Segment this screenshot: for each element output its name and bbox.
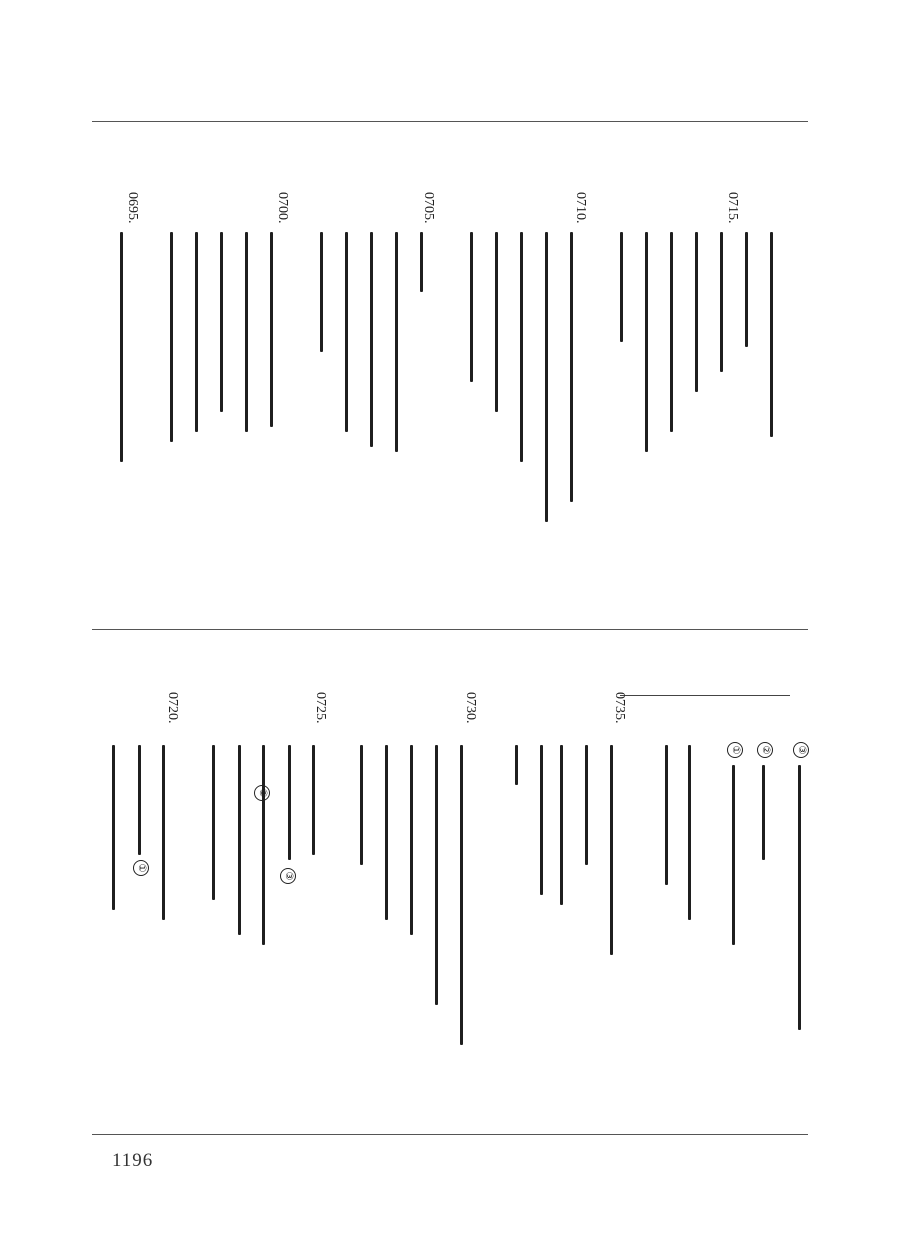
mongolian-text-column — [645, 232, 648, 452]
inline-footnote-marker: ① — [133, 860, 149, 876]
entry-number: 0720. — [165, 692, 180, 724]
page-number: 1196 — [112, 1150, 154, 1171]
mongolian-text-column — [770, 232, 773, 437]
mongolian-text-column — [540, 745, 543, 895]
mongolian-text-column — [545, 232, 548, 522]
mongolian-text-column — [245, 232, 248, 432]
mongolian-footnote-column — [762, 765, 765, 860]
mongolian-text-column — [470, 232, 473, 382]
mongolian-text-column — [745, 232, 748, 347]
entry-number: 0735. — [612, 692, 627, 724]
bottom-rule — [92, 1134, 808, 1135]
mongolian-text-column — [120, 232, 123, 462]
mongolian-text-column — [288, 745, 291, 860]
mongolian-text-column — [410, 745, 413, 935]
mongolian-text-column — [395, 232, 398, 452]
mongolian-text-column — [585, 745, 588, 865]
mongolian-footnote-column — [732, 765, 735, 945]
mongolian-text-column — [320, 232, 323, 352]
mongolian-text-column — [220, 232, 223, 412]
mongolian-text-column — [670, 232, 673, 432]
mongolian-text-column — [112, 745, 115, 910]
entry-number: 0700. — [275, 192, 290, 224]
footnote-marker: ③ — [793, 742, 809, 758]
mongolian-text-column — [610, 745, 613, 955]
top-rule — [92, 121, 808, 122]
mongolian-text-column — [620, 232, 623, 342]
inline-footnote-marker: ③ — [280, 868, 296, 884]
entry-number: 0710. — [573, 192, 588, 224]
mongolian-text-column — [360, 745, 363, 865]
mongolian-text-column — [460, 745, 463, 1045]
mongolian-text-column — [370, 232, 373, 447]
mongolian-text-column — [515, 745, 518, 785]
entry-number: 0715. — [725, 192, 740, 224]
mongolian-text-column — [138, 745, 141, 855]
mongolian-text-column — [435, 745, 438, 1005]
entry-number: 0695. — [125, 192, 140, 224]
mongolian-text-column — [385, 745, 388, 920]
mongolian-text-column — [665, 745, 668, 885]
mongolian-text-column — [170, 232, 173, 442]
mongolian-text-column — [238, 745, 241, 935]
mongolian-text-column — [345, 232, 348, 432]
mongolian-text-column — [162, 745, 165, 920]
mongolian-text-column — [695, 232, 698, 392]
mongolian-text-column — [560, 745, 563, 905]
mongolian-text-column — [212, 745, 215, 900]
entry-number: 0725. — [313, 692, 328, 724]
mongolian-text-column — [688, 745, 691, 920]
mongolian-text-column — [520, 232, 523, 462]
inline-footnote-marker: ② — [254, 785, 270, 801]
mongolian-text-column — [420, 232, 423, 292]
mongolian-text-column — [195, 232, 198, 432]
mongolian-text-column — [262, 745, 265, 945]
entry-number: 0730. — [463, 692, 478, 724]
footnote-separator — [620, 695, 790, 696]
mongolian-text-column — [495, 232, 498, 412]
middle-rule — [92, 629, 808, 630]
mongolian-text-column — [312, 745, 315, 855]
mongolian-text-column — [270, 232, 273, 427]
mongolian-text-column — [570, 232, 573, 502]
entry-number: 0705. — [421, 192, 436, 224]
footnote-marker: ② — [757, 742, 773, 758]
footnote-marker: ① — [727, 742, 743, 758]
mongolian-footnote-column — [798, 765, 801, 1030]
mongolian-text-column — [720, 232, 723, 372]
